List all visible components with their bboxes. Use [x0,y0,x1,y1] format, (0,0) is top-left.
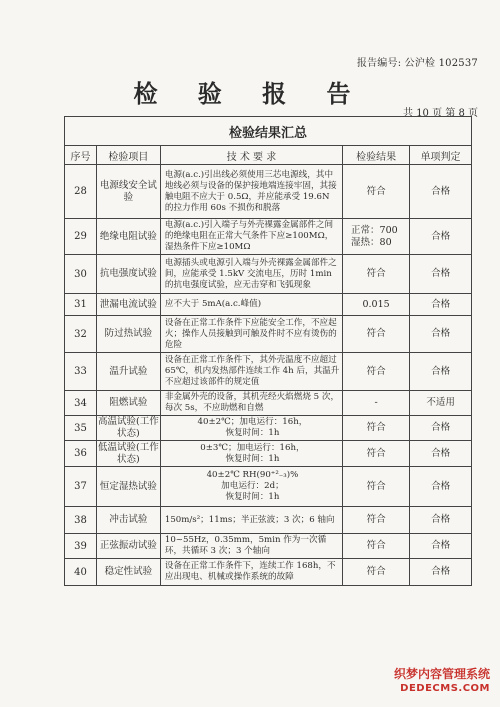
row-result: - [343,391,410,416]
col-header-result: 检验结果 [343,146,410,165]
row-judgement: 合格 [410,534,472,559]
row-seq: 38 [65,507,97,534]
table-row [65,559,472,586]
row-judgement: 合格 [410,165,472,219]
row-result: 符合 [343,441,410,467]
row-requirement: 设备在正常工作条件下应能安全工作，不应起火；操作人员接触到可触及件时不应有烫伤的危险 [160,316,342,353]
row-result: 符合 [343,165,410,219]
row-judgement: 合格 [410,255,472,294]
table-row [65,255,472,294]
row-judgement: 合格 [410,441,472,467]
report-title: 检 验 报 告 [133,79,367,108]
table-row [65,507,472,534]
row-requirement: 40±2℃ RH(90⁺²₋₃)% 加电运行：2d； 恢复时间：1h [160,467,342,507]
row-judgement: 合格 [410,507,472,534]
row-item: 温升试验 [96,353,160,391]
row-seq: 30 [65,255,97,294]
table-row [65,294,472,316]
row-requirement: 电源(a.c.)引出线必须使用三芯电源线，其中地线必须与设备的保护接地端连接牢固，其接触电阻不应大于 0.5Ω，并应能承受 19.6N 的拉力作用 60s 不损伤和脱落 [160,165,342,219]
results-table [64,116,472,586]
row-seq: 28 [65,165,97,219]
row-item: 低温试验(工作状态) [98,441,159,465]
row-requirement: 150m/s²；11ms；半正弦波；3 次；6 轴向 [160,507,342,534]
row-item: 阻燃试验 [96,391,160,416]
row-result: 符合 [343,416,410,441]
row-judgement: 合格 [410,316,472,353]
table-row [65,416,472,441]
watermark-url: DEDECMS.COM [400,683,490,694]
row-seq: 37 [65,467,97,507]
row-seq: 33 [65,353,97,391]
row-item: 冲击试验 [96,507,160,534]
row-requirement: 40±2℃；加电运行：16h， 恢复时间：1h [160,416,342,441]
row-requirement: 10~55Hz，0.35mm，5min 作为一次循环，共循环 3 次；3 个轴向 [160,534,342,559]
table-row [65,316,472,353]
table-row [65,467,472,507]
row-judgement: 合格 [410,416,472,441]
row-seq: 34 [65,391,97,416]
table-row [65,391,472,416]
row-seq: 29 [65,219,97,255]
row-requirement: 电源插头或电源引入端与外壳裸露金属部件之间，应能承受 1.5kV 交流电压，历时 1min 的抗电强度试验，应无击穿和飞弧现象 [160,255,342,294]
row-result: 符合 [343,534,410,559]
header-row [65,146,472,165]
row-seq: 39 [65,534,97,559]
row-seq: 31 [65,294,97,316]
watermark-text: 织梦内容管理系统 [393,667,490,681]
row-requirement: 0±3℃；加电运行：16h， 恢复时间：1h [160,441,342,467]
row-result: 正常：700 湿热：80 [343,219,410,255]
row-item: 恒定湿热试验 [96,467,160,507]
row-item: 抗电强度试验 [96,255,160,294]
table-row [65,441,472,467]
table-row [65,534,472,559]
row-item: 电源线安全试验 [96,165,160,219]
col-header-item: 检验项目 [96,146,160,165]
row-judgement: 合格 [410,353,472,391]
row-item: 绝缘电阻试验 [96,219,160,255]
watermark-logo [378,665,490,699]
row-requirement: 应不大于 5mA(a.c.峰值) [160,294,342,316]
table-row [65,165,472,219]
summary-title: 检验结果汇总 [65,117,472,146]
row-seq: 40 [65,559,97,586]
col-header-judge: 单项判定 [410,146,472,165]
col-header-seq: 序号 [65,146,97,165]
row-item: 泄漏电流试验 [96,294,160,316]
row-result: 符合 [343,255,410,294]
row-requirement: 非金属外壳的设备，其机壳经火焰燃烧 5 次，每次 5s，不应助燃和自燃 [160,391,342,416]
row-requirement: 设备在正常工作条件下，其外壳温度不应超过 65℃，机内发热部件连续工作 4h 后，其温升不应超过该部件的规定值 [160,353,342,391]
row-item: 高温试验(工作状态) [98,416,159,439]
row-judgement: 不适用 [410,391,472,416]
row-judgement: 合格 [410,294,472,316]
page-indicator: 共 10 页 第 8 页 [403,108,478,119]
row-result: 符合 [343,507,410,534]
col-header-req: 技 术 要 求 [160,146,342,165]
row-item: 防过热试验 [96,316,160,353]
row-result: 符合 [343,559,410,586]
row-result: 符合 [343,467,410,507]
row-requirement: 设备在正常工作条件下，连续工作 168h，不应出现电、机械或操作系统的故障 [160,559,342,586]
row-seq: 32 [65,316,97,353]
row-requirement: 电源(a.c.)引入端子与外壳裸露金属部件之间的绝缘电阻在正常大气条件下应≥100MΩ，湿热条件下应≥10MΩ [160,219,342,255]
summary-title-row [65,117,472,146]
table-row [65,219,472,255]
row-judgement: 合格 [410,559,472,586]
row-result: 符合 [343,353,410,391]
row-item: 稳定性试验 [96,559,160,586]
report-number: 报告编号: 公沪检 102537 [356,58,478,69]
row-result: 0.015 [343,294,410,316]
row-seq: 36 [65,441,97,467]
row-judgement: 合格 [410,219,472,255]
row-judgement: 合格 [410,467,472,507]
row-seq: 35 [65,416,97,441]
row-result: 符合 [343,316,410,353]
table-row [65,353,472,391]
row-item: 正弦振动试验 [96,534,160,559]
